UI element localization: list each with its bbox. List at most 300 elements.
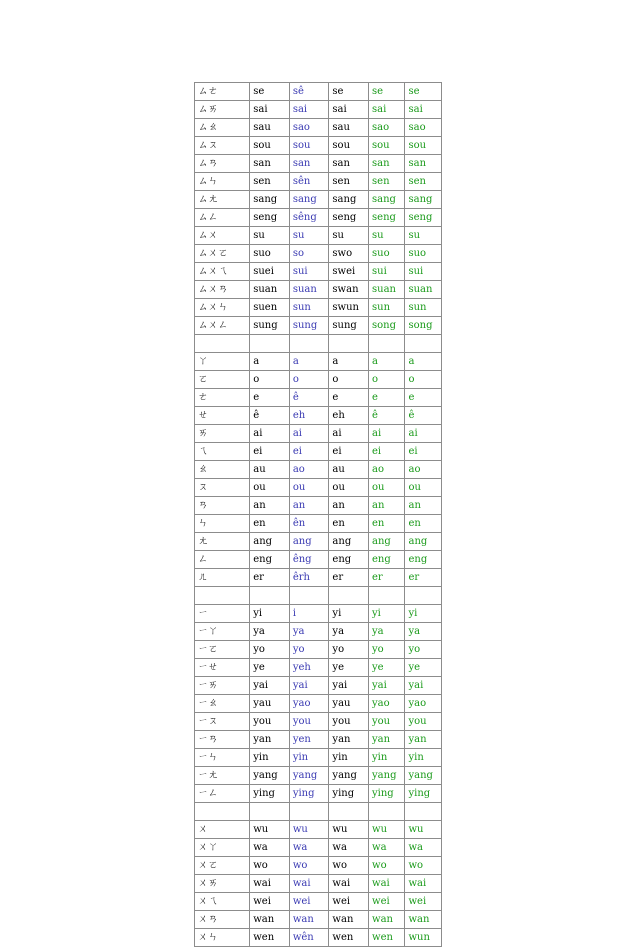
romanization-e-cell: sun <box>405 299 442 317</box>
romanization-a-cell: yan <box>250 731 290 749</box>
romanization-d-cell: wu <box>369 821 405 839</box>
romanization-d-cell: sao <box>369 119 405 137</box>
romanization-e-cell: e <box>405 389 442 407</box>
romanization-c-cell <box>329 587 369 605</box>
romanization-e-cell: se <box>405 83 442 101</box>
romanization-d-cell: wa <box>369 839 405 857</box>
romanization-e-cell: suan <box>405 281 442 299</box>
romanization-d-cell: yo <box>369 641 405 659</box>
romanization-b-cell: san <box>289 155 329 173</box>
romanization-b-cell <box>289 587 329 605</box>
romanization-d-cell: sui <box>369 263 405 281</box>
romanization-a-cell: wan <box>250 911 290 929</box>
romanization-a-cell: sau <box>250 119 290 137</box>
romanization-b-cell: sou <box>289 137 329 155</box>
bopomofo-cell: ㄠ <box>195 461 250 479</box>
romanization-c-cell: en <box>329 515 369 533</box>
table-row <box>195 263 442 281</box>
romanization-c-cell <box>329 335 369 353</box>
romanization-c-cell: seng <box>329 209 369 227</box>
bopomofo-cell: ㄨㄛ <box>195 857 250 875</box>
romanization-e-cell: yang <box>405 767 442 785</box>
table-row <box>195 767 442 785</box>
romanization-c-cell: sai <box>329 101 369 119</box>
romanization-e-cell: o <box>405 371 442 389</box>
romanization-a-cell: ei <box>250 443 290 461</box>
romanization-b-cell: sêng <box>289 209 329 227</box>
bopomofo-cell: ㄙㄜ <box>195 83 250 101</box>
romanization-b-cell <box>289 335 329 353</box>
bopomofo-cell: ㄞ <box>195 425 250 443</box>
romanization-a-cell: suan <box>250 281 290 299</box>
romanization-b-cell: ang <box>289 533 329 551</box>
romanization-b-cell: ai <box>289 425 329 443</box>
bopomofo-cell: ㄙㄡ <box>195 137 250 155</box>
romanization-d-cell: ya <box>369 623 405 641</box>
table-row <box>195 533 442 551</box>
romanization-c-cell: ye <box>329 659 369 677</box>
romanization-a-cell: yi <box>250 605 290 623</box>
romanization-b-cell: wan <box>289 911 329 929</box>
romanization-a-cell: er <box>250 569 290 587</box>
romanization-c-cell: yai <box>329 677 369 695</box>
table-row <box>195 371 442 389</box>
romanization-b-cell: you <box>289 713 329 731</box>
bopomofo-cell: ㄨㄢ <box>195 911 250 929</box>
romanization-e-cell: sen <box>405 173 442 191</box>
romanization-c-cell: an <box>329 497 369 515</box>
romanization-d-cell: sun <box>369 299 405 317</box>
table-row <box>195 425 442 443</box>
romanization-b-cell: wa <box>289 839 329 857</box>
romanization-b-cell: ên <box>289 515 329 533</box>
romanization-b-cell: sao <box>289 119 329 137</box>
romanization-c-cell: san <box>329 155 369 173</box>
bopomofo-cell: ㄣ <box>195 515 250 533</box>
bopomofo-cell: ㄚ <box>195 353 250 371</box>
bopomofo-cell: ㄥ <box>195 551 250 569</box>
romanization-e-cell: a <box>405 353 442 371</box>
romanization-e-cell: su <box>405 227 442 245</box>
romanization-e-cell: ang <box>405 533 442 551</box>
romanization-b-cell: o <box>289 371 329 389</box>
table-row <box>195 569 442 587</box>
table-row <box>195 677 442 695</box>
bopomofo-cell: ㄙㄣ <box>195 173 250 191</box>
bopomofo-cell: ㄧㄥ <box>195 785 250 803</box>
romanization-e-cell: ao <box>405 461 442 479</box>
romanization-a-cell: yai <box>250 677 290 695</box>
bopomofo-cell: ㄧㄞ <box>195 677 250 695</box>
table-row <box>195 875 442 893</box>
romanization-b-cell: sên <box>289 173 329 191</box>
table-row <box>195 695 442 713</box>
romanization-d-cell: o <box>369 371 405 389</box>
table-row <box>195 317 442 335</box>
romanization-d-cell: yang <box>369 767 405 785</box>
romanization-e-cell: yai <box>405 677 442 695</box>
romanization-a-cell: sung <box>250 317 290 335</box>
bopomofo-cell: ㄨ <box>195 821 250 839</box>
bopomofo-cell: ㄙㄥ <box>195 209 250 227</box>
bopomofo-cell: ㄦ <box>195 569 250 587</box>
romanization-e-cell: seng <box>405 209 442 227</box>
romanization-e-cell: er <box>405 569 442 587</box>
romanization-d-cell: ê <box>369 407 405 425</box>
romanization-a-cell: wei <box>250 893 290 911</box>
table-row <box>195 623 442 641</box>
romanization-e-cell: yan <box>405 731 442 749</box>
romanization-d-cell: wei <box>369 893 405 911</box>
romanization-d-cell: wen <box>369 929 405 947</box>
romanization-e-cell: yin <box>405 749 442 767</box>
bopomofo-cell: ㄟ <box>195 443 250 461</box>
table-row <box>195 191 442 209</box>
table-row <box>195 155 442 173</box>
romanization-a-cell: se <box>250 83 290 101</box>
romanization-e-cell: ei <box>405 443 442 461</box>
table-row <box>195 515 442 533</box>
romanization-b-cell: yen <box>289 731 329 749</box>
table-row-separator <box>195 587 442 605</box>
romanization-e-cell: ou <box>405 479 442 497</box>
romanization-b-cell: ê <box>289 389 329 407</box>
bopomofo-cell: ㄙㄨㄢ <box>195 281 250 299</box>
table-row-separator <box>195 803 442 821</box>
romanization-c-cell: a <box>329 353 369 371</box>
romanization-b-cell: yo <box>289 641 329 659</box>
romanization-c-cell: yan <box>329 731 369 749</box>
romanization-c-cell: se <box>329 83 369 101</box>
romanization-c-cell: wo <box>329 857 369 875</box>
romanization-d-cell: an <box>369 497 405 515</box>
romanization-e-cell: eng <box>405 551 442 569</box>
romanization-a-cell: yau <box>250 695 290 713</box>
table-row <box>195 227 442 245</box>
romanization-a-cell: wen <box>250 929 290 947</box>
table-row <box>195 929 442 947</box>
romanization-c-cell: au <box>329 461 369 479</box>
romanization-d-cell: su <box>369 227 405 245</box>
bopomofo-cell: ㄨㄚ <box>195 839 250 857</box>
romanization-table <box>194 82 442 947</box>
table-row <box>195 749 442 767</box>
romanization-c-cell: sang <box>329 191 369 209</box>
romanization-d-cell: a <box>369 353 405 371</box>
romanization-a-cell: ai <box>250 425 290 443</box>
romanization-c-cell: wu <box>329 821 369 839</box>
romanization-d-cell: yao <box>369 695 405 713</box>
table-row <box>195 101 442 119</box>
bopomofo-cell <box>195 587 250 605</box>
bopomofo-cell: ㄙㄢ <box>195 155 250 173</box>
romanization-a-cell: eng <box>250 551 290 569</box>
bopomofo-cell: ㄤ <box>195 533 250 551</box>
romanization-c-cell: swan <box>329 281 369 299</box>
romanization-b-cell: yai <box>289 677 329 695</box>
bopomofo-cell: ㄨㄣ <box>195 929 250 947</box>
romanization-c-cell: yang <box>329 767 369 785</box>
table-row <box>195 497 442 515</box>
romanization-d-cell: you <box>369 713 405 731</box>
romanization-b-cell: wai <box>289 875 329 893</box>
table-row <box>195 605 442 623</box>
romanization-c-cell: o <box>329 371 369 389</box>
table-row <box>195 173 442 191</box>
romanization-a-cell: an <box>250 497 290 515</box>
bopomofo-cell: ㄧㄤ <box>195 767 250 785</box>
romanization-b-cell: su <box>289 227 329 245</box>
romanization-a-cell: o <box>250 371 290 389</box>
romanization-a-cell: suo <box>250 245 290 263</box>
romanization-e-cell: sao <box>405 119 442 137</box>
romanization-a-cell: yo <box>250 641 290 659</box>
table-row <box>195 119 442 137</box>
table-row <box>195 911 442 929</box>
romanization-a-cell: ya <box>250 623 290 641</box>
bopomofo-cell: ㄜ <box>195 389 250 407</box>
romanization-a-cell: you <box>250 713 290 731</box>
romanization-c-cell: ya <box>329 623 369 641</box>
romanization-e-cell: en <box>405 515 442 533</box>
romanization-a-cell: san <box>250 155 290 173</box>
romanization-a-cell: wo <box>250 857 290 875</box>
romanization-a-cell: sai <box>250 101 290 119</box>
romanization-e-cell: wu <box>405 821 442 839</box>
bopomofo-cell: ㄙㄨㄥ <box>195 317 250 335</box>
bopomofo-cell: ㄙㄠ <box>195 119 250 137</box>
romanization-e-cell <box>405 587 442 605</box>
table-row <box>195 299 442 317</box>
romanization-a-cell: wa <box>250 839 290 857</box>
romanization-e-cell <box>405 335 442 353</box>
romanization-d-cell: ying <box>369 785 405 803</box>
romanization-b-cell: sung <box>289 317 329 335</box>
table-row <box>195 659 442 677</box>
romanization-d-cell: san <box>369 155 405 173</box>
romanization-a-cell: en <box>250 515 290 533</box>
romanization-a-cell: wai <box>250 875 290 893</box>
romanization-b-cell: suan <box>289 281 329 299</box>
bopomofo-cell: ㄧㄢ <box>195 731 250 749</box>
romanization-e-cell: wai <box>405 875 442 893</box>
romanization-a-cell: sang <box>250 191 290 209</box>
romanization-a-cell: ang <box>250 533 290 551</box>
bopomofo-cell: ㄧㄡ <box>195 713 250 731</box>
romanization-e-cell: you <box>405 713 442 731</box>
romanization-b-cell: yang <box>289 767 329 785</box>
romanization-d-cell: en <box>369 515 405 533</box>
table-row <box>195 443 442 461</box>
romanization-c-cell: ei <box>329 443 369 461</box>
romanization-e-cell: ai <box>405 425 442 443</box>
romanization-e-cell: wa <box>405 839 442 857</box>
romanization-b-cell: ou <box>289 479 329 497</box>
romanization-b-cell: ei <box>289 443 329 461</box>
table-row <box>195 713 442 731</box>
bopomofo-cell: ㄛ <box>195 371 250 389</box>
romanization-b-cell: sang <box>289 191 329 209</box>
romanization-d-cell <box>369 587 405 605</box>
romanization-d-cell: ang <box>369 533 405 551</box>
bopomofo-cell: ㄙㄨㄟ <box>195 263 250 281</box>
romanization-b-cell: sun <box>289 299 329 317</box>
romanization-b-cell: sui <box>289 263 329 281</box>
romanization-c-cell: sou <box>329 137 369 155</box>
table-row <box>195 209 442 227</box>
romanization-c-cell: eng <box>329 551 369 569</box>
romanization-b-cell: ao <box>289 461 329 479</box>
romanization-b-cell: êrh <box>289 569 329 587</box>
romanization-d-cell: wo <box>369 857 405 875</box>
bopomofo-cell: ㄧㄚ <box>195 623 250 641</box>
romanization-e-cell: yao <box>405 695 442 713</box>
romanization-a-cell: wu <box>250 821 290 839</box>
bopomofo-cell <box>195 335 250 353</box>
romanization-a-cell: ye <box>250 659 290 677</box>
table-row <box>195 551 442 569</box>
bopomofo-cell: ㄧㄠ <box>195 695 250 713</box>
romanization-a-cell: su <box>250 227 290 245</box>
romanization-e-cell: san <box>405 155 442 173</box>
romanization-d-cell: ye <box>369 659 405 677</box>
romanization-a-cell: seng <box>250 209 290 227</box>
romanization-c-cell: wan <box>329 911 369 929</box>
bopomofo-cell: ㄙㄨㄣ <box>195 299 250 317</box>
romanization-e-cell: sang <box>405 191 442 209</box>
romanization-d-cell: ai <box>369 425 405 443</box>
bopomofo-cell: ㄧ <box>195 605 250 623</box>
romanization-d-cell: ou <box>369 479 405 497</box>
romanization-a-cell: suei <box>250 263 290 281</box>
romanization-c-cell: wei <box>329 893 369 911</box>
romanization-d-cell <box>369 803 405 821</box>
romanization-c-cell: swo <box>329 245 369 263</box>
romanization-d-cell: wai <box>369 875 405 893</box>
romanization-d-cell: se <box>369 83 405 101</box>
romanization-a-cell: yin <box>250 749 290 767</box>
romanization-d-cell: suo <box>369 245 405 263</box>
romanization-b-cell: so <box>289 245 329 263</box>
romanization-a-cell: e <box>250 389 290 407</box>
romanization-a-cell: yang <box>250 767 290 785</box>
romanization-e-cell: wo <box>405 857 442 875</box>
table-row <box>195 821 442 839</box>
romanization-e-cell: wan <box>405 911 442 929</box>
romanization-b-cell: yao <box>289 695 329 713</box>
romanization-c-cell: wai <box>329 875 369 893</box>
bopomofo-cell: ㄡ <box>195 479 250 497</box>
bopomofo-cell: ㄧㄝ <box>195 659 250 677</box>
romanization-d-cell: ao <box>369 461 405 479</box>
romanization-e-cell: ye <box>405 659 442 677</box>
table-row <box>195 731 442 749</box>
romanization-a-cell: sou <box>250 137 290 155</box>
romanization-a-cell: sen <box>250 173 290 191</box>
romanization-d-cell: er <box>369 569 405 587</box>
romanization-e-cell: wun <box>405 929 442 947</box>
romanization-a-cell: ou <box>250 479 290 497</box>
table-row <box>195 407 442 425</box>
romanization-b-cell: wo <box>289 857 329 875</box>
bopomofo-cell <box>195 803 250 821</box>
romanization-a-cell: suen <box>250 299 290 317</box>
romanization-a-cell: ê <box>250 407 290 425</box>
table-row <box>195 839 442 857</box>
romanization-b-cell: i <box>289 605 329 623</box>
romanization-b-cell: ya <box>289 623 329 641</box>
romanization-c-cell: ying <box>329 785 369 803</box>
romanization-e-cell: wei <box>405 893 442 911</box>
romanization-d-cell: eng <box>369 551 405 569</box>
bopomofo-cell: ㄨㄟ <box>195 893 250 911</box>
romanization-e-cell: yi <box>405 605 442 623</box>
romanization-c-cell: sung <box>329 317 369 335</box>
table-row <box>195 389 442 407</box>
romanization-b-cell: yeh <box>289 659 329 677</box>
romanization-e-cell: yo <box>405 641 442 659</box>
table-row <box>195 245 442 263</box>
table-row <box>195 461 442 479</box>
table-row-separator <box>195 335 442 353</box>
romanization-c-cell: ou <box>329 479 369 497</box>
bopomofo-cell: ㄙㄨㄛ <box>195 245 250 263</box>
romanization-c-cell: yi <box>329 605 369 623</box>
romanization-d-cell: seng <box>369 209 405 227</box>
table-row <box>195 83 442 101</box>
romanization-c-cell: you <box>329 713 369 731</box>
romanization-c-cell: wa <box>329 839 369 857</box>
romanization-c-cell: eh <box>329 407 369 425</box>
table-row <box>195 641 442 659</box>
romanization-b-cell: sê <box>289 83 329 101</box>
romanization-e-cell: sai <box>405 101 442 119</box>
table-row <box>195 137 442 155</box>
table-row <box>195 353 442 371</box>
romanization-a-cell <box>250 335 290 353</box>
romanization-e-cell: song <box>405 317 442 335</box>
table-row <box>195 281 442 299</box>
bopomofo-cell: ㄙㄤ <box>195 191 250 209</box>
bopomofo-cell: ㄙㄞ <box>195 101 250 119</box>
romanization-e-cell: ê <box>405 407 442 425</box>
romanization-c-cell: su <box>329 227 369 245</box>
romanization-d-cell: yai <box>369 677 405 695</box>
romanization-b-cell: yin <box>289 749 329 767</box>
romanization-d-cell: yan <box>369 731 405 749</box>
romanization-a-cell <box>250 587 290 605</box>
romanization-b-cell: ying <box>289 785 329 803</box>
romanization-c-cell: yo <box>329 641 369 659</box>
romanization-b-cell: wu <box>289 821 329 839</box>
bopomofo-cell: ㄨㄞ <box>195 875 250 893</box>
romanization-b-cell: an <box>289 497 329 515</box>
romanization-d-cell: sang <box>369 191 405 209</box>
romanization-c-cell: sau <box>329 119 369 137</box>
romanization-d-cell: sai <box>369 101 405 119</box>
romanization-b-cell: sai <box>289 101 329 119</box>
romanization-c-cell: swei <box>329 263 369 281</box>
table-row <box>195 785 442 803</box>
romanization-d-cell: sou <box>369 137 405 155</box>
table-row <box>195 893 442 911</box>
romanization-d-cell <box>369 335 405 353</box>
romanization-c-cell: sen <box>329 173 369 191</box>
bopomofo-cell: ㄝ <box>195 407 250 425</box>
romanization-b-cell: êng <box>289 551 329 569</box>
romanization-c-cell: wen <box>329 929 369 947</box>
romanization-e-cell: sui <box>405 263 442 281</box>
